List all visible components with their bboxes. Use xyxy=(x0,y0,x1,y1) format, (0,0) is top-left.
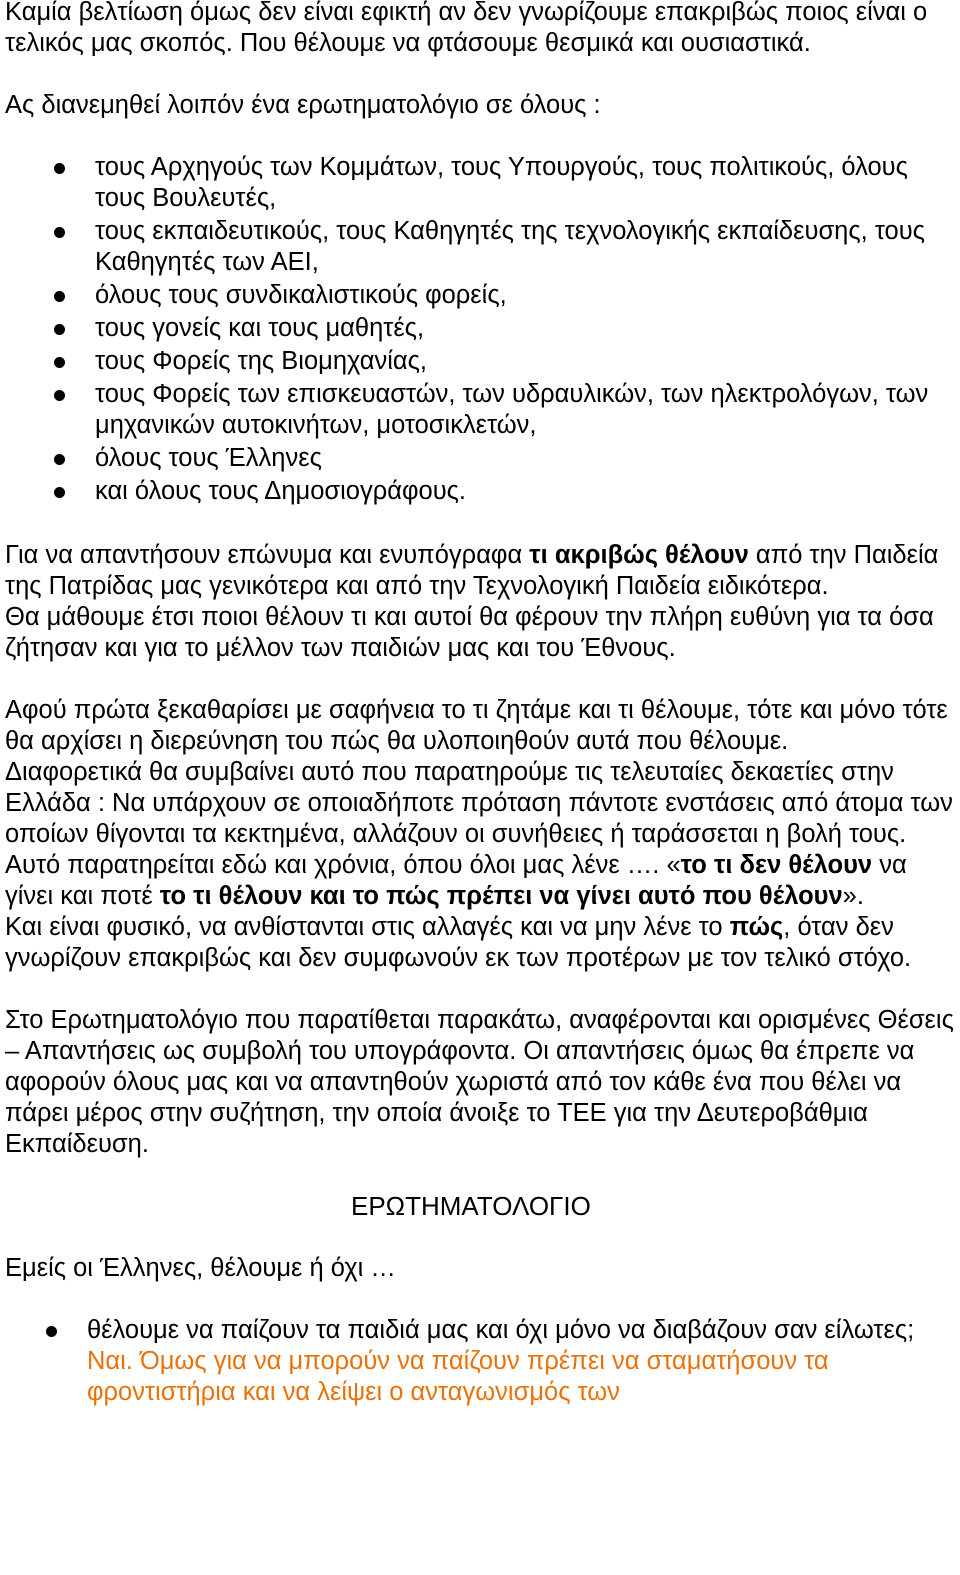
list-item-text: και όλους τους Δημοσιογράφους. xyxy=(95,477,467,505)
questionnaire-title: ΕΡΩΤΗΜΑΤΟΛΟΓΙΟ xyxy=(351,1191,591,1221)
list-item-text: τους Αρχηγούς των Κομμάτων, τους Υπουργούς, τους πολιτικούς, όλους τους Βουλευτές, xyxy=(95,153,908,212)
bullet-icon xyxy=(54,390,65,401)
spacer xyxy=(5,664,955,695)
paragraph-objections xyxy=(5,757,955,912)
document-page xyxy=(5,0,955,1408)
list-item xyxy=(5,280,955,311)
paragraph-resistance xyxy=(5,912,955,974)
text-run: , όταν δεν γνωρίζουν επακριβώς και δεν συμφωνούν εκ των προτέρων με τον τελικό στόχο. xyxy=(5,913,912,972)
bullet-icon xyxy=(54,227,65,238)
list-item-text: τους εκπαιδευτικούς, τους Καθηγητές της τεχνολογικής εκπαίδευσης, τους Καθηγητές των ΑΕΙ, xyxy=(95,217,925,276)
emphasis-text: το τι δεν θέλουν xyxy=(680,851,873,879)
spacer xyxy=(5,59,955,90)
text-run: ». xyxy=(842,882,864,910)
list-item-text: τους γονείς και τους μαθητές, xyxy=(95,314,425,342)
paragraph-responsibility: Θα μάθουμε έτσι ποιοι θέλουν τι και αυτοί θα φέρουν την πλήρη ευθύνη για τα όσα ζήτησαν και για το μέλλον των παιδιών μας και του Έθνους. xyxy=(5,603,934,662)
intro-lead: Ας διανεμηθεί λοιπόν ένα ερωτηματολόγιο σε όλους : xyxy=(5,91,601,119)
bullet-icon xyxy=(54,324,65,335)
answer-text: Ναι. Όμως για να μπορούν να παίζουν πρέπει να σταματήσουν τα φροντιστήρια και να λείψει ο ανταγωνισμός των xyxy=(87,1347,829,1406)
question-text: θέλουμε να παίζουν τα παιδιά μας και όχι μόνο να διαβάζουν σαν είλωτες; xyxy=(87,1316,915,1344)
paragraph-clarify: Αφού πρώτα ξεκαθαρίσει με σαφήνεια το τι ζητάμε και τι θέλουμε, τότε και μόνο τότε θα αρχίσει η διερεύνηση του πώς θα υλοποιηθούν αυτά που θέλουμε. xyxy=(5,696,948,755)
text-run: Διαφορετικά θα συμβαίνει αυτό που παρατηρούμε τις τελευταίες δεκαετίες στην Ελλάδα : Να υπάρχουν σε οποιαδήποτε πρόταση πάντοτε ενστάσεις από άτομα των οποίων θίγονται τα κεκτημένα, αλλάζουν οι συνήθειες ή ταράσσεται η βολή τους. Αυτό παρατηρείται εδώ και χρόνια, όπου όλοι μας λένε …. « xyxy=(5,758,953,879)
recipient-list xyxy=(5,152,955,507)
spacer xyxy=(5,1222,955,1253)
paragraph-questionnaire-intro: Στο Ερωτηματολόγιο που παρατίθεται παρακάτω, αναφέρονται και ορισμένες Θέσεις – Απαντήσεις ως συμβολή του υπογράφοντα. Οι απαντήσεις όμως θα έπρεπε να αφορούν όλους μας και να απαντηθούν χωριστά από τον κάθε ένα που θέλει να πάρει μέρος στην συζήτηση, την οποία άνοιξε το ΤΕΕ για την Δευτεροβάθμια Εκπαίδευση. xyxy=(5,1006,954,1158)
text-run: Για να απαντήσουν επώνυμα και ενυπόγραφα xyxy=(5,541,530,569)
spacer xyxy=(5,1284,955,1315)
bullet-icon xyxy=(54,357,65,368)
list-item xyxy=(5,346,955,377)
spacer xyxy=(5,509,955,540)
list-item xyxy=(5,216,955,278)
spacer xyxy=(5,974,955,1005)
text-run: να γίνει και ποτέ xyxy=(5,851,907,910)
list-item-text: τους Φορείς της Βιομηχανίας, xyxy=(95,347,427,375)
questionnaire-lead: Εμείς οι Έλληνες, θέλουμε ή όχι … xyxy=(5,1254,396,1282)
paragraph-what-they-want xyxy=(5,540,955,602)
intro-paragraph: Καμία βελτίωση όμως δεν είναι εφικτή αν δεν γνωρίζουμε επακριβώς ποιος είναι ο τελικός μας σκοπός. Που θέλουμε να φτάσουμε θεσμικά και ουσιαστικά. xyxy=(5,0,928,57)
question-list xyxy=(5,1315,955,1408)
list-item xyxy=(5,1315,955,1408)
list-item xyxy=(5,476,955,507)
text-run: Και είναι φυσικό, να ανθίστανται στις αλλαγές και να μην λένε το xyxy=(5,913,730,941)
emphasis-text: πώς xyxy=(729,913,784,941)
spacer xyxy=(5,121,955,152)
list-item xyxy=(5,152,955,214)
bullet-icon xyxy=(54,454,65,465)
bullet-icon xyxy=(54,163,65,174)
text-run: από την Παιδεία της Πατρίδας μας γενικότερα και από την Τεχνολογική Παιδεία ειδικότερα. xyxy=(5,541,939,600)
bullet-icon xyxy=(46,1326,57,1337)
list-item xyxy=(5,443,955,474)
emphasis-text: το τι θέλουν και το πώς πρέπει να γίνει αυτό που θέλουν xyxy=(159,882,843,910)
bullet-icon xyxy=(54,291,65,302)
list-item-text: όλους τους συνδικαλιστικούς φορείς, xyxy=(95,281,507,309)
spacer xyxy=(5,1160,955,1191)
emphasis-text: τι ακριβώς θέλουν xyxy=(529,541,749,569)
list-item xyxy=(5,379,955,441)
list-item xyxy=(5,313,955,344)
bullet-icon xyxy=(54,487,65,498)
list-item-text: τους Φορείς των επισκευαστών, των υδραυλικών, των ηλεκτρολόγων, των μηχανικών αυτοκινήτων, μοτοσικλετών, xyxy=(95,380,929,439)
list-item-text: όλους τους Έλληνες xyxy=(95,444,322,472)
